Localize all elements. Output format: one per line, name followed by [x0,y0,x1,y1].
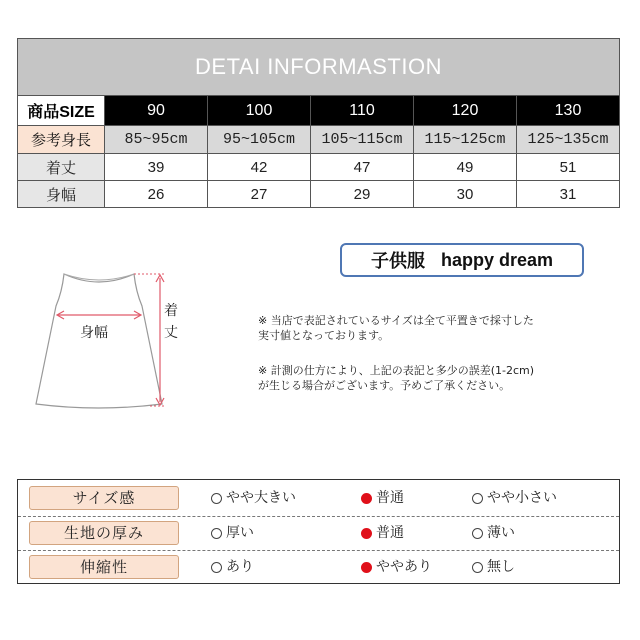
attribute-option [472,521,515,545]
width-label: 身幅 [80,325,108,341]
table-cell: 42 [208,154,311,181]
attribute-option [472,486,557,510]
table-cell: 49 [414,154,517,181]
table-cell: 26 [105,181,208,208]
option-label: 普通 [376,490,404,506]
attribute-label: サイズ感 [29,486,179,510]
reference-height-row [18,126,620,154]
option-label: あり [226,559,254,575]
table-cell: 29 [311,181,414,208]
option-label: 無し [487,559,515,575]
attribute-table [17,479,620,584]
radio-selected-icon [361,528,372,539]
radio-circle-icon [211,493,222,504]
row-label: 着丈 [18,154,105,181]
attribute-row-thickness [18,516,619,550]
option-label: やや小さい [487,490,557,506]
table-cell: 125~135cm [517,126,620,154]
length-row [18,154,620,181]
note-line: 実寸値となっております。 [258,329,390,342]
measurement-note [258,313,618,343]
table-cell: 27 [208,181,311,208]
attribute-option [361,486,404,510]
size-header-row [18,96,620,126]
radio-circle-icon [211,562,222,573]
length-label-top: 着 [164,303,178,319]
table-cell: 105~115cm [311,126,414,154]
table-cell: 47 [311,154,414,181]
radio-circle-icon [472,562,483,573]
radio-circle-icon [472,528,483,539]
radio-selected-icon [361,493,372,504]
attribute-option [211,486,296,510]
size-table [17,38,620,208]
size-table-title: DETAI INFORMASTION [18,39,620,96]
option-label: やや大きい [226,490,296,506]
size-header-cell: 120 [414,96,517,126]
table-cell: 51 [517,154,620,181]
table-cell: 95~105cm [208,126,311,154]
note-line: ※ 計測の仕方により、上記の表記と多少の誤差(1-2cm) [258,364,535,377]
size-header-cell: 90 [105,96,208,126]
size-header-cell: 130 [517,96,620,126]
option-label: 普通 [376,525,404,541]
table-cell: 85~95cm [105,126,208,154]
row-label: 身幅 [18,181,105,208]
brand-badge [340,243,584,277]
length-label [164,300,180,344]
size-header-cell: 110 [311,96,414,126]
attribute-option [472,555,515,579]
attribute-option [211,521,254,545]
note-line: が生じる場合がございます。予めご了承ください。 [258,379,511,392]
tolerance-note [258,363,618,393]
attribute-label: 伸縮性 [29,555,179,579]
table-cell: 39 [105,154,208,181]
attribute-row-stretch [18,550,619,584]
attribute-option [361,555,432,579]
attribute-row-size-feel [18,482,619,515]
radio-circle-icon [211,528,222,539]
option-label: 厚い [226,525,254,541]
attribute-option [361,521,404,545]
option-label: ややあり [376,559,432,575]
table-cell: 115~125cm [414,126,517,154]
width-row [18,181,620,208]
dress-outline-icon [22,270,207,420]
size-header-label: 商品SIZE [18,96,105,126]
brand-jp: 子供服 [370,251,425,271]
attribute-option [211,555,254,579]
option-label: 薄い [487,525,515,541]
note-line: ※ 当店で表記されているサイズは全て平置きで採寸した [258,314,534,327]
table-cell: 30 [414,181,517,208]
garment-diagram [22,270,207,420]
radio-selected-icon [361,562,372,573]
radio-circle-icon [472,493,483,504]
row-label: 参考身長 [18,126,105,154]
size-header-cell: 100 [208,96,311,126]
brand-en: happy dream [440,249,554,270]
table-cell: 31 [517,181,620,208]
length-label-bottom: 丈 [164,325,178,341]
attribute-label: 生地の厚み [29,521,179,545]
